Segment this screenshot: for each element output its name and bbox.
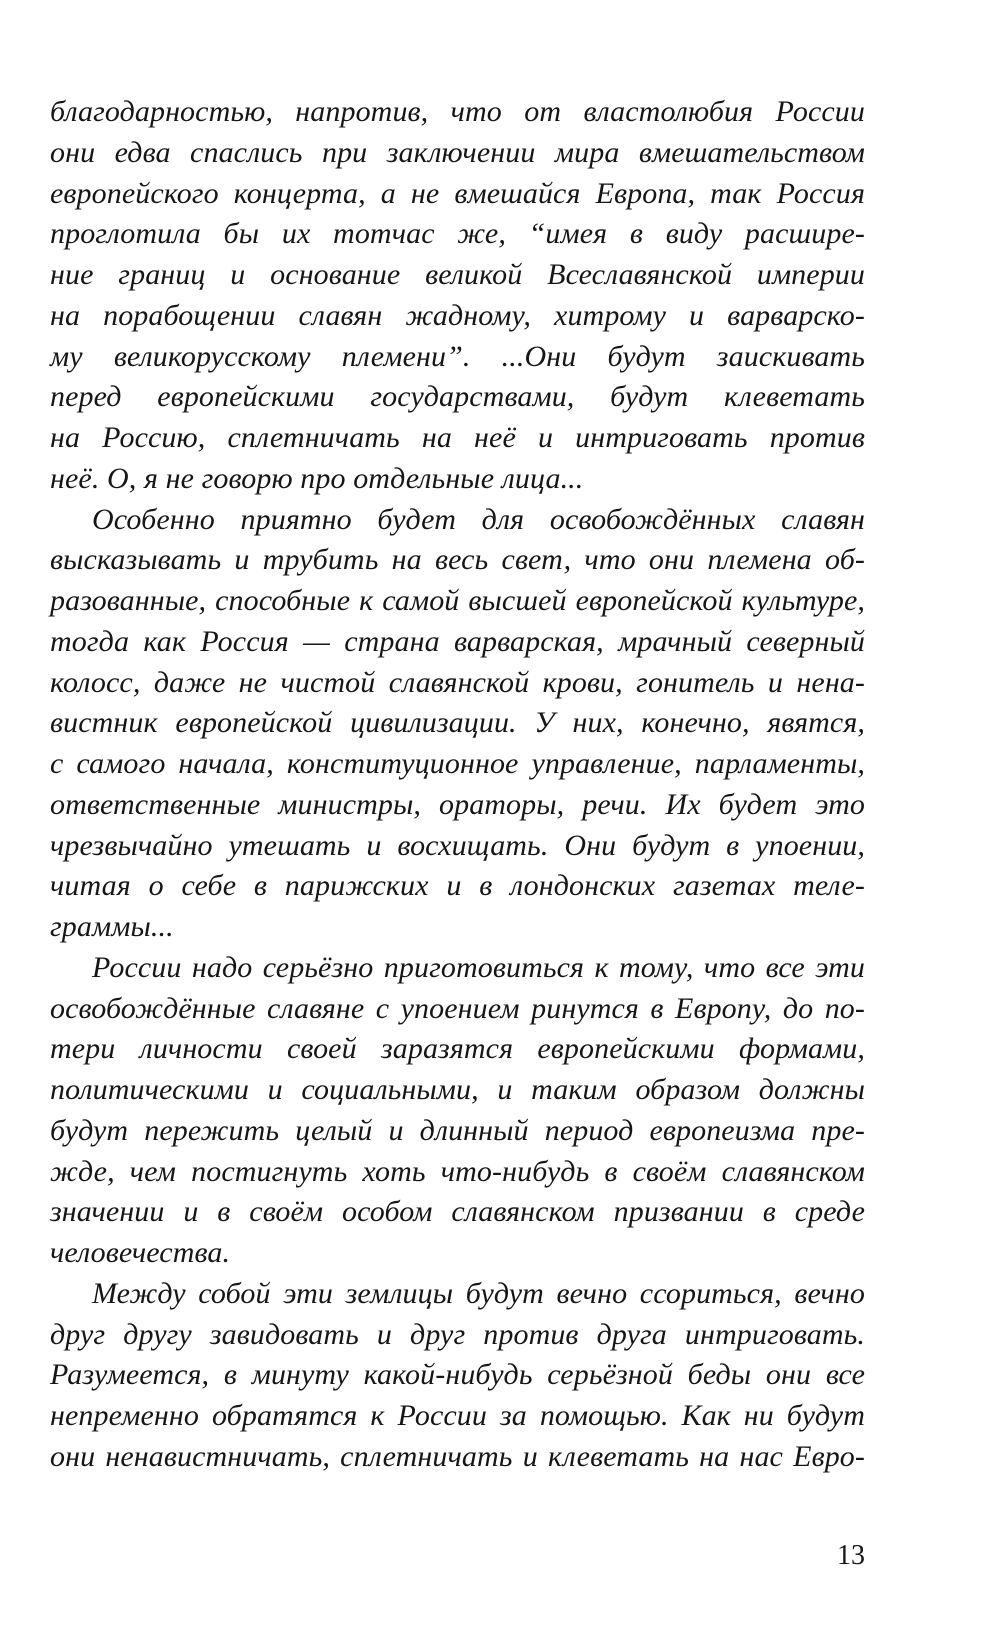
text-line: благодарностью, напротив, что от властолюбия России [50,95,865,128]
paragraph-4 [50,1274,865,1478]
text-line: перед европейскими государствами, будут клеветать [50,380,865,414]
paragraph-3 [50,948,865,1274]
text-line: тогда как Россия — страна варварская, мрачный северный [50,624,865,658]
page-number: 13 [837,1540,865,1571]
text-line: колосс, даже не чистой славянской крови, гонитель и нена- [50,665,865,699]
text-line: значении и в своём особом славянском призвании в среде [50,1195,865,1229]
text-line: России надо серьёзно приготовиться к тому, что все эти [92,950,865,984]
text-line: друг другу завидовать и друг против друга интриговать. [50,1317,865,1351]
text-line: Разумеется, в минуту какой-нибудь серьёзной беды они все [50,1358,865,1392]
paragraph-1 [50,92,865,500]
text-line: непременно обратятся к России за помощью. Как ни будут [50,1399,865,1432]
text-line: му великорусскому племени”. ...Они будут заискивать [50,339,865,373]
text-line: европейского концерта, а не вмешайся Европа, так Россия [50,176,865,210]
text-line: будут пережить целый и длинный период европеизма пре- [50,1113,865,1147]
text-line: ние границ и основание великой Всеславянской империи [50,258,865,291]
text-line: вистник европейской цивилизации. У них, конечно, явятся, [50,706,865,740]
text-line: жде, чем постигнуть хоть что-нибудь в своём славянском [50,1154,865,1188]
text-line: человечества. [50,1236,231,1269]
text-line: разованные, способные к самой высшей европейской культуре, [50,584,865,617]
text-line: ответственные министры, ораторы, речи. Их будет это [50,787,865,821]
text-line: Особенно приятно будет для освобождённых славян [92,502,865,536]
body-text [50,92,865,1478]
text-line: неё. О, я не говорю про отдельные лица... [50,461,584,495]
paragraph-2 [50,500,865,948]
text-line: проглотила бы их тотчас же, “имея в виду расшире- [50,217,865,251]
text-line: освобождённые славяне с упоением ринутся в Европу, до по- [50,991,865,1025]
text-line: на порабощении славян жадному, хитрому и варварско- [50,298,865,332]
text-line: тери личности своей заразятся европейскими формами, [50,1032,865,1066]
text-line: они едва спаслись при заключении мира вмешательством [50,135,865,169]
text-line: они ненавистничать, сплетничать и клеветать на нас Евро- [50,1439,865,1473]
text-line: читая о себе в парижских и в лондонских газетах теле- [50,869,865,903]
text-line: чрезвычайно утешать и восхищать. Они будут в упоении, [50,828,865,862]
text-line: Между собой эти землицы будут вечно ссориться, вечно [92,1276,865,1310]
text-line: высказывать и трубить на весь свет, что они племена об- [50,543,865,577]
text-line: с самого начала, конституционное управление, парламенты, [50,747,865,780]
text-line: политическими и социальными, и таким образом должны [50,1073,865,1106]
text-line: граммы... [50,910,174,943]
text-line: на Россию, сплетничать на неё и интриговать против [50,421,865,454]
